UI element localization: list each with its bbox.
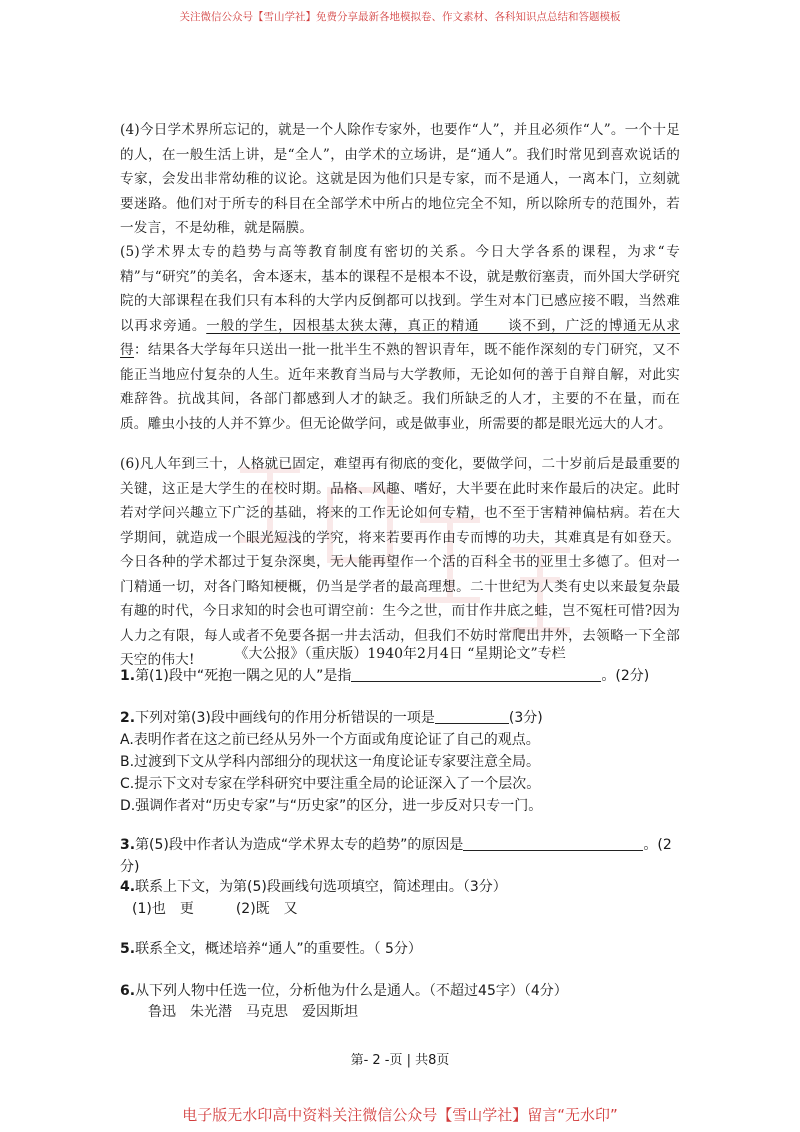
paragraph-5-text-a: (5)学术界太专的趋势与高等教育制度有密切的关系。今日大学各系的课程，为求“专精”与“研究”的美名，舍本逐末，基本的课程不是根本不设，就是敷衍塞责，而外国大学研究院的大部课程在我们只有本科的大学内反倒都可以找到。学生对本门已感应接不暇，当然难以再求旁通。 [120,244,680,334]
question-6-text: 从下列人物中任选一位，分析他为什么是通人。（不超过45字）（4分） [135,983,568,999]
question-2-option-a: A.表明作者在这之前已经从另外一个方面或角度论证了自己的观点。 [120,732,540,748]
question-2 [120,707,680,729]
question-3-answer-blank[interactable] [463,836,643,851]
question-2-option-c: C.提示下文对专家在学科研究中要注重全局的论证深入了一个层次。 [120,776,541,792]
question-2-option-d: D.强调作者对“历史专家”与“历史家”的区分，进一步反对只专一门。 [120,798,543,814]
question-3-points: 。(2分) [120,837,672,875]
question-4 [120,876,680,898]
paragraph-5-underlined: 一般的学生，因根基太狭太薄，真正的精通 谈不到，广泛的博通无从求得 [120,317,680,358]
question-2-points: (3分) [508,710,543,726]
question-6-number: 6. [120,983,136,999]
paragraph-5-text-b: ：结果各大学每年只送出一批一批半生不熟的智识青年，既不能作深刻的专门研究，又不能正当地应付复杂的人生。近年来教育当局与大学教师，无论如何的善于自辩自解，对此实难辞咎。抗战其间，各部门都感到人才的缺乏。我们所缺乏的人才，主要的不在量，而在质。雕虫小技的人并不算少。但无论做学问，或是做事业，所需要的都是眼光远大的人才。 [120,342,681,432]
page-number: 第- 2 -页 | 共8页 [350,1053,450,1068]
question-2-number: 2. [120,710,136,726]
question-2-answer-blank[interactable] [435,709,509,724]
question-1-points: 。(2分) [601,668,650,684]
question-1 [120,665,680,687]
paragraph-4: (4)今日学术界所忘记的，就是一个人除作专家外，也要作“人”，并且必须作“人”。一个十足的人，在一般生活上讲，是“全人”，由学术的立场讲，是“通人”。我们时常见到喜欢说话的专家，会发出非常幼稚的议论。这就是因为他们只是专家，而不是通人，一离本门，立刻就要迷路。他们对于所专的科目在全部学术中所占的地位完全不知，所以除所专的范围外，若一发言，不是幼稚，就是隔膜。 [120,122,680,236]
question-1-number: 1. [120,668,136,684]
question-2-text: 下列对第(3)段中画线句的作用分析错误的一项是 [135,710,435,726]
question-6 [120,980,680,1002]
question-4-text: 联系上下文，为第(5)段画线句选项填空，简述理由。（3分） [135,879,507,895]
paragraph-6: (6)凡人年到三十，人格就已固定，难望再有彻底的变化，要做学问，二十岁前后是最重要的关键，这正是大学生的在校时期。品格、风趣、嗜好，大半要在此时来作最后的决定。此时若对学问兴趣立下广泛的基础，将来的工作无论如何专精，也不至于害精神偏枯病。若在大学期间，就造成一个眼光短浅的学究，将来若要再作由专而博的功夫，其难真是有如登天。今日各种的学术都过于复杂深奥，无人能再望作一个活的百科全书的亚里士多德了。但对一门精通一切，对各门略知梗概，仍当是学者的最高理想。二十世纪为人类有史以来最复杂最有趣的时代，今日求知的时会也可谓空前：生今之世，而甘作井底之蛙，岂不冤枉可惜?因为人力之有限，每人或者不免要各据一井去活动，但我们不妨时常爬出井外，去领略一下全部天空的伟大! [120,456,680,668]
question-3 [120,834,680,878]
question-3-text: 第(5)段中作者认为造成“学术界太专的趋势”的原因是 [135,837,464,853]
question-4-options: (1)也 更 (2)既 又 [132,901,298,917]
question-5-number: 5. [120,941,136,957]
source-citation: 《大公报》（重庆版）1940年2月4日 “星期论文”专栏 [234,646,566,662]
question-4-number: 4. [120,879,136,895]
paragraph-5 [120,240,680,436]
question-1-answer-blank[interactable] [351,667,601,682]
top-banner: 关注微信公众号【雪山学社】免费分享最新各地模拟卷、作文素材、各科知识点总结和答题模板 [179,11,621,23]
question-2-option-b: B.过渡到下文从学科内部细分的现状这一角度论证专家要注意全局。 [120,754,541,770]
question-5-text: 联系全文，概述培养“通人”的重要性。（ 5分） [135,941,422,957]
bottom-banner: 电子版无水印高中资料关注微信公众号【雪山学社】留言“无水印” [182,1106,618,1124]
question-5 [120,938,680,960]
question-3-number: 3. [120,837,136,853]
question-1-text: 第(1)段中“死抱一隅之见的人”是指 [135,668,352,684]
question-6-people-list: 鲁迅 朱光潜 马克思 爱因斯坦 [148,1004,358,1020]
